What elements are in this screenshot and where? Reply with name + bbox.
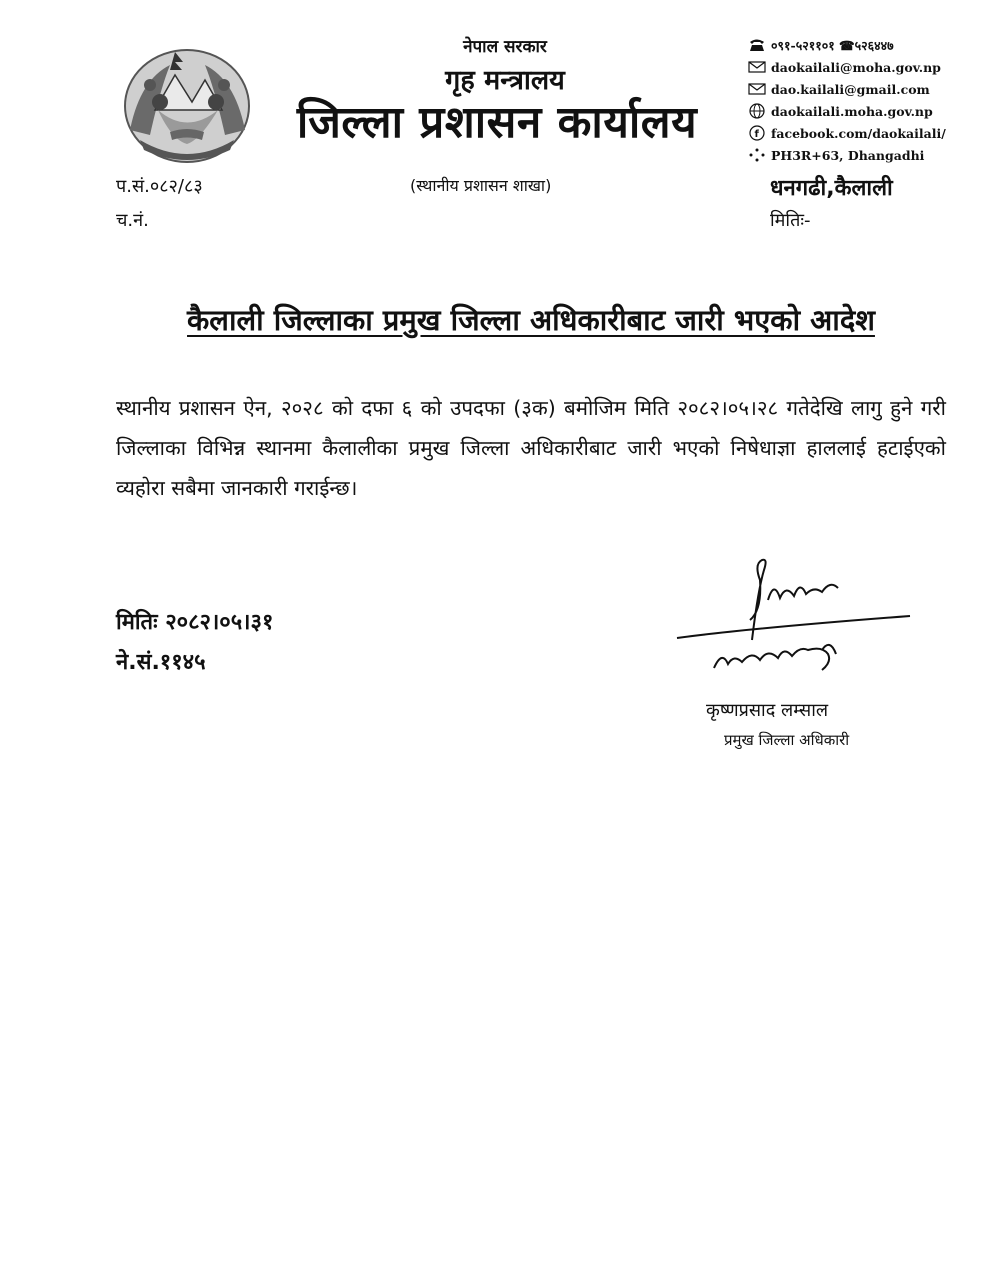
phone-icon [748,38,766,52]
contact-facebook-text: facebook.com/daokailali/ [771,125,946,141]
envelope-icon [748,60,766,74]
contact-email-official [748,56,998,78]
office-name: जिल्ला प्रशासन कार्यालय [296,97,698,148]
handwritten-signature [672,550,922,690]
envelope-icon [748,82,766,96]
dispatch-number: च.नं. [116,210,149,231]
contact-list [748,34,998,166]
facebook-icon [748,125,766,141]
nepal-sambat-year: ने.सं.११४५ [116,650,206,675]
globe-icon [748,103,766,119]
office-location: धनगढी,कैलाली [770,176,893,201]
contact-location-text: PH3R+63, Dhangadhi [771,147,925,163]
date-label: मितिः- [770,210,811,231]
contact-phone [748,34,998,56]
contact-email-gmail-text: dao.kailali@gmail.com [771,81,930,97]
contact-email-gmail [748,78,998,100]
contact-website [748,100,998,122]
contact-email-official-text: daokailali@moha.gov.np [771,59,941,75]
government-name: नेपाल सरकार [463,37,547,57]
location-dots-icon [748,147,766,163]
contact-website-text: daokailali.moha.gov.np [771,103,933,119]
contact-location [748,144,998,166]
notice-headline: कैलाली जिल्लाका प्रमुख जिल्ला अधिकारीबाट जारी भएको आदेश [187,303,875,337]
signatory-title: प्रमुख जिल्ला अधिकारी [724,731,850,749]
signatory-name: कृष्णप्रसाद लम्साल [706,700,829,721]
svg-text:f: f [754,129,759,140]
branch-name: (स्थानीय प्रशासन शाखा) [410,176,552,195]
contact-facebook [748,122,998,144]
nepal-emblem-logo [120,40,255,165]
ministry-name: गृह मन्त्रालय [445,65,565,96]
contact-phone-text: ०९१-५२११०१ ☎५२६४४७ [771,37,894,53]
reference-number: प.सं.०८२/८३ [116,176,203,197]
notice-body: स्थानीय प्रशासन ऐन, २०२८ को दफा ६ को उपदफा (३क) बमोजिम मिति २०८२।०५।२८ गतेदेखि लागु हुने गरी जिल्लाका विभिन्न स्थानमा कैलालीका प्रमुख जिल्ला अधिकारीबाट जारी भएको निषेधाज्ञा हाललाई हटाईएको व्यहोरा सबैमा जानकारी गराईन्छ। [116,396,946,500]
issue-date: मितिः २०८२।०५।३१ [116,610,274,635]
